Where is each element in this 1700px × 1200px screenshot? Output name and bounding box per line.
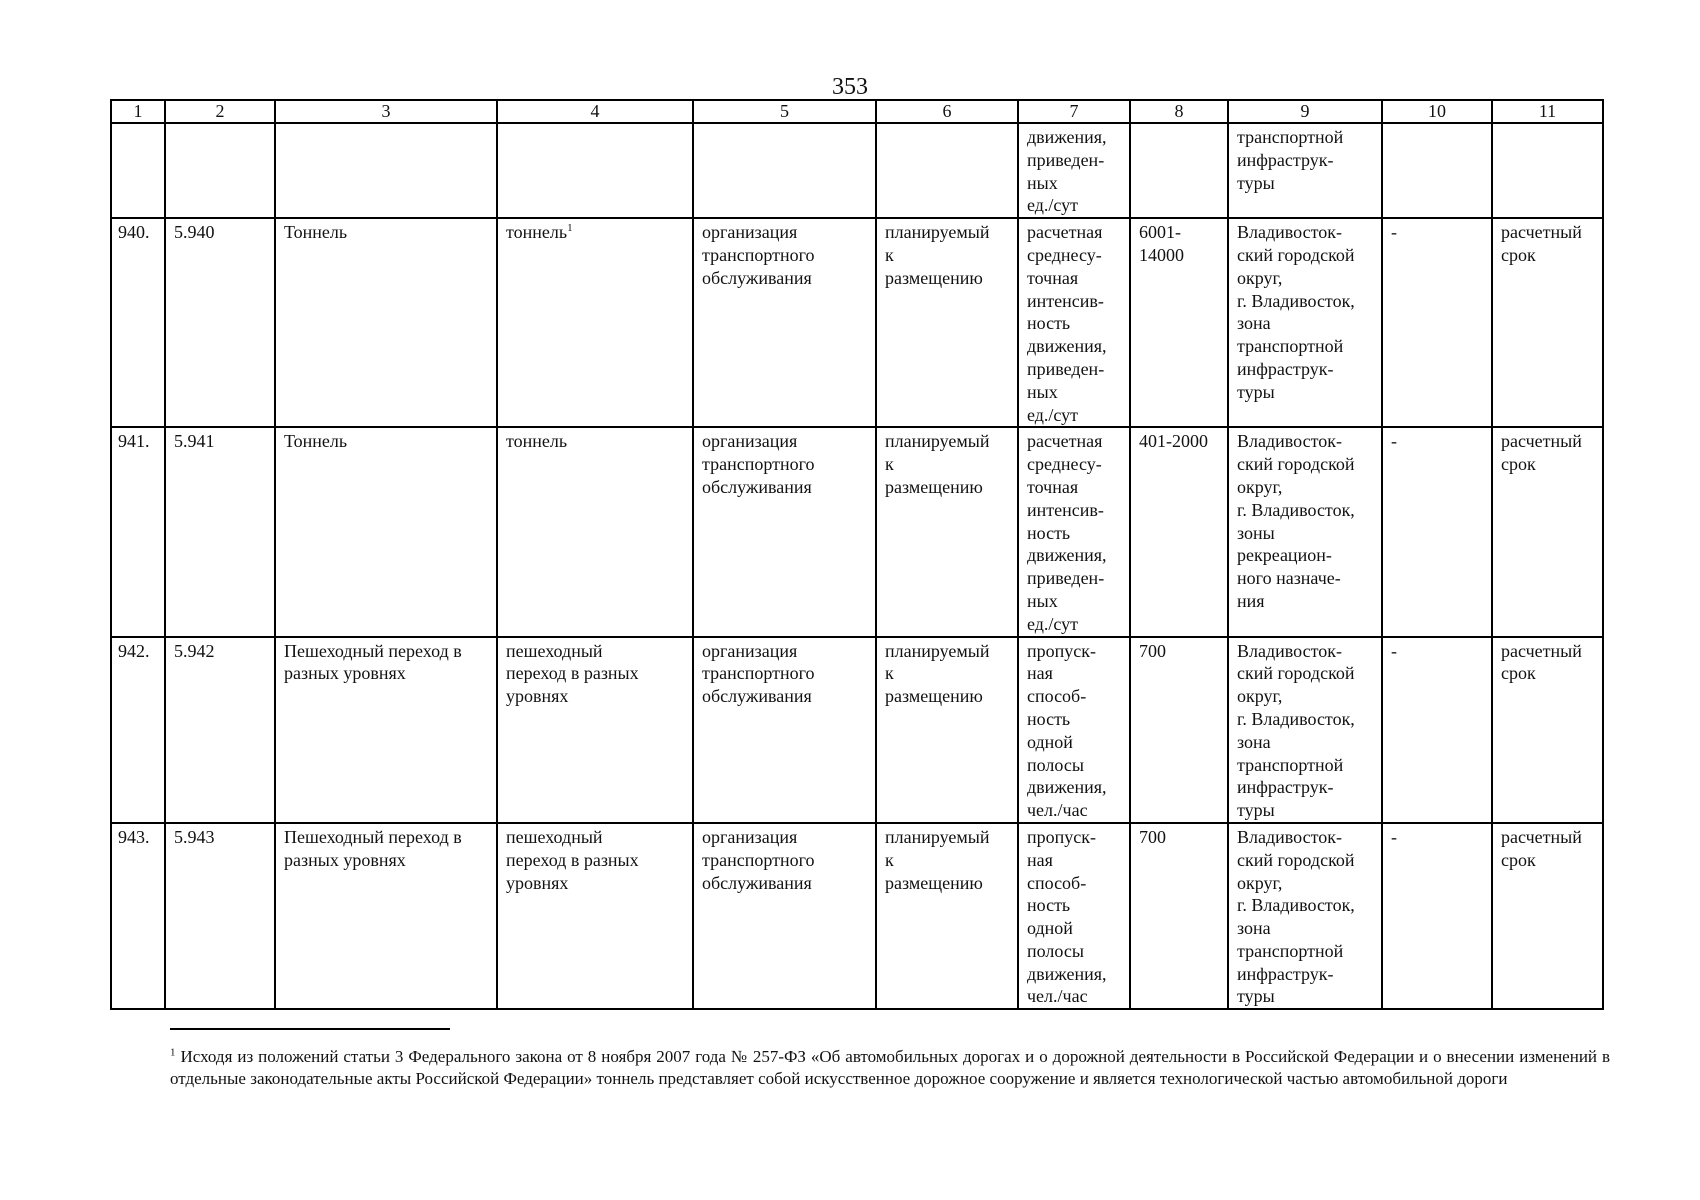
cell-text: ность (1027, 895, 1071, 916)
header-cell: 8 (1130, 100, 1228, 123)
cell-text: движения, (1027, 963, 1107, 984)
cell-text: расчетный (1501, 222, 1582, 243)
header-cell: 10 (1382, 100, 1492, 123)
cell-text: Владивосток- (1237, 222, 1342, 243)
cell-text: Пешеходный переход в (284, 640, 462, 661)
cell-text: движения, (1027, 545, 1107, 566)
table-cell: - (1382, 218, 1492, 427)
cell-text: ных (1027, 172, 1058, 193)
cell-text: способ- (1027, 686, 1087, 707)
cell-text: пешеходный (506, 640, 603, 661)
cell-text: организация (702, 431, 798, 452)
cell-text: точная (1027, 476, 1079, 497)
cell-text: ных (1027, 590, 1058, 611)
facilities-table (110, 99, 1604, 1010)
cell-text: расчетная (1027, 431, 1103, 452)
cell-text: туры (1237, 381, 1275, 402)
cell-text: ная (1027, 849, 1053, 870)
cell-text: среднесу- (1027, 454, 1102, 475)
cell-text: к (885, 244, 894, 265)
table-cell (165, 123, 275, 218)
cell-text: срок (1501, 663, 1536, 684)
cell-text: рекреацион- (1237, 545, 1332, 566)
table-cell (1130, 123, 1228, 218)
cell-text: ед./сут (1027, 613, 1079, 634)
cell-text: к (885, 663, 894, 684)
cell-text: обслуживания (702, 476, 812, 497)
table-cell (693, 427, 876, 636)
cell-text: приведен- (1027, 149, 1105, 170)
cell-text: ность (1027, 708, 1071, 729)
cell-text: 700 (1139, 640, 1166, 661)
cell-text: Владивосток- (1237, 826, 1342, 847)
cell-text: тоннель (506, 431, 568, 452)
cell-text: одной (1027, 731, 1073, 752)
table-cell (1492, 427, 1603, 636)
cell-text: транспортного (702, 849, 815, 870)
cell-text: транспортного (702, 244, 815, 265)
table-cell (876, 123, 1018, 218)
cell-text: пропуск- (1027, 826, 1096, 847)
cell-text: способ- (1027, 872, 1087, 893)
cell-text: переход в разных (506, 849, 639, 870)
table-cell (1018, 823, 1130, 1009)
cell-text: организация (702, 222, 798, 243)
cell-text: ная (1027, 663, 1053, 684)
cell-text: Тоннель (284, 222, 348, 243)
cell-text: размещению (885, 476, 983, 497)
table-cell: 5.943 (165, 823, 275, 1009)
table-cell: 5.942 (165, 637, 275, 823)
cell-text: полосы (1027, 754, 1084, 775)
cell-text: ния (1237, 590, 1265, 611)
cell-text: расчетный (1501, 640, 1582, 661)
cell-text: 14000 (1139, 244, 1184, 265)
cell-text: точная (1027, 267, 1079, 288)
cell-text: уровнях (506, 872, 569, 893)
table-cell (275, 123, 497, 218)
cell-text: г. Владивосток, (1237, 895, 1355, 916)
cell-text: к (885, 454, 894, 475)
cell-text: транспортного (702, 663, 815, 684)
cell-text: округ, (1237, 686, 1283, 707)
table-cell (275, 637, 497, 823)
cell-text: срок (1501, 849, 1536, 870)
cell-text: зона (1237, 731, 1271, 752)
table-cell (1492, 123, 1603, 218)
cell-text: округ, (1237, 267, 1283, 288)
cell-text: полосы (1027, 940, 1084, 961)
table-cell: - (1382, 823, 1492, 1009)
cell-text: инфраструк- (1237, 777, 1334, 798)
cell-text: планируемый (885, 431, 990, 452)
cell-text: обслуживания (702, 686, 812, 707)
cell-text: переход в разных (506, 663, 639, 684)
table-cell (1018, 218, 1130, 427)
cell-text: пешеходный (506, 826, 603, 847)
cell-text: ность (1027, 522, 1071, 543)
cell-text: 6001- (1139, 222, 1181, 243)
cell-text: планируемый (885, 640, 990, 661)
cell-text: транспортной (1237, 336, 1344, 357)
table-cell (1492, 823, 1603, 1009)
cell-text: инфраструк- (1237, 358, 1334, 379)
table-row (111, 823, 1603, 1009)
cell-text: туры (1237, 800, 1275, 821)
table-cell (1130, 637, 1228, 823)
cell-text: к (885, 849, 894, 870)
table-cell (1228, 427, 1382, 636)
table-cell (497, 823, 693, 1009)
cell-text: расчетный (1501, 431, 1582, 452)
cell-text: расчетная (1027, 222, 1103, 243)
cell-text: пропуск- (1027, 640, 1096, 661)
cell-text: ед./сут (1027, 195, 1079, 216)
table-cell (1492, 218, 1603, 427)
cell-text: движения, (1027, 777, 1107, 798)
table-cell (275, 427, 497, 636)
cell-text: интенсив- (1027, 290, 1104, 311)
table-cell: - (1382, 637, 1492, 823)
table-cell (1018, 637, 1130, 823)
table-cell (1228, 218, 1382, 427)
row-number-cell: 941. (111, 427, 165, 636)
cell-text: инфраструк- (1237, 149, 1334, 170)
table-cell: 5.941 (165, 427, 275, 636)
cell-text: зоны (1237, 522, 1275, 543)
cell-text: туры (1237, 172, 1275, 193)
cell-text: разных уровнях (284, 663, 406, 684)
cell-text: планируемый (885, 826, 990, 847)
continuation-row (111, 123, 1603, 218)
cell-text: ский городской (1237, 849, 1355, 870)
table-row (111, 427, 1603, 636)
header-cell: 4 (497, 100, 693, 123)
table-cell (497, 123, 693, 218)
table-cell (1130, 823, 1228, 1009)
cell-text: транспортного (702, 454, 815, 475)
cell-text: туры (1237, 986, 1275, 1007)
cell-text: Владивосток- (1237, 640, 1342, 661)
table-cell (497, 218, 693, 427)
cell-text: округ, (1237, 872, 1283, 893)
table-cell (1018, 123, 1130, 218)
table-cell: - (1382, 427, 1492, 636)
table-cell (876, 218, 1018, 427)
table-cell: 5.940 (165, 218, 275, 427)
cell-text: тоннель$^1$ (506, 222, 573, 243)
table-cell (497, 637, 693, 823)
table-row (111, 218, 1603, 427)
header-row (111, 100, 1603, 123)
cell-text: движения, (1027, 336, 1107, 357)
table-cell (111, 123, 165, 218)
cell-text: ский городской (1237, 454, 1355, 475)
table-cell (1130, 218, 1228, 427)
page-number: 353 (832, 74, 868, 100)
table-cell (1130, 427, 1228, 636)
cell-text: ных (1027, 381, 1058, 402)
cell-text: срок (1501, 454, 1536, 475)
cell-text: ного назначе- (1237, 568, 1341, 589)
header-cell: 6 (876, 100, 1018, 123)
table-cell (1018, 427, 1130, 636)
cell-text: инфраструк- (1237, 963, 1334, 984)
footnote-divider (170, 1028, 450, 1030)
header-cell: 11 (1492, 100, 1603, 123)
cell-text: г. Владивосток, (1237, 290, 1355, 311)
cell-text: обслуживания (702, 872, 812, 893)
cell-text: размещению (885, 872, 983, 893)
table-cell (1228, 637, 1382, 823)
cell-text: 401-2000 (1139, 431, 1208, 452)
footnote-reference: 1 (567, 222, 573, 235)
cell-text: г. Владивосток, (1237, 708, 1355, 729)
table-cell (693, 823, 876, 1009)
cell-text: срок (1501, 244, 1536, 265)
cell-text: приведен- (1027, 568, 1105, 589)
cell-text: чел./час (1027, 800, 1088, 821)
cell-text: чел./час (1027, 986, 1088, 1007)
row-number-cell: 942. (111, 637, 165, 823)
cell-text: организация (702, 640, 798, 661)
cell-text: зона (1237, 918, 1271, 939)
cell-text: размещению (885, 686, 983, 707)
table-cell (275, 218, 497, 427)
cell-text: 700 (1139, 826, 1166, 847)
cell-text: ность (1027, 313, 1071, 334)
cell-text: транспортной (1237, 940, 1344, 961)
cell-text: Владивосток- (1237, 431, 1342, 452)
cell-text: ед./сут (1027, 404, 1079, 425)
cell-text: ский городской (1237, 244, 1355, 265)
header-cell: 7 (1018, 100, 1130, 123)
table-cell (1228, 823, 1382, 1009)
header-cell: 2 (165, 100, 275, 123)
cell-text: транспортной (1237, 127, 1344, 147)
cell-text: планируемый (885, 222, 990, 243)
cell-text: Пешеходный переход в (284, 826, 462, 847)
cell-text: уровнях (506, 686, 569, 707)
table-cell (876, 823, 1018, 1009)
cell-text: одной (1027, 918, 1073, 939)
table-row (111, 637, 1603, 823)
table-cell (876, 637, 1018, 823)
header-cell: 5 (693, 100, 876, 123)
table-cell (693, 218, 876, 427)
table-cell (497, 427, 693, 636)
footnote (170, 1046, 1610, 1090)
footnote-text: Исходя из положений статьи 3 Федерального закона от 8 ноября 2007 года № 257-ФЗ «Об автомобильных дорогах и о дорожной деятельности в Российской Федерации и о внесении изменений в отдельные законодательные акты Российской Федерации» тоннель представляет собой искусственное дорожное сооружение и является технологической частью автомобильной дороги (170, 1047, 1610, 1088)
cell-text: среднесу- (1027, 244, 1102, 265)
cell-text: транспортной (1237, 754, 1344, 775)
cell-text: ский городской (1237, 663, 1355, 684)
cell-text: округ, (1237, 476, 1283, 497)
table-cell (1492, 637, 1603, 823)
header-cell: 3 (275, 100, 497, 123)
row-number-cell: 943. (111, 823, 165, 1009)
cell-text: движения, (1027, 127, 1107, 147)
footnote-mark: 1 (170, 1046, 176, 1059)
cell-text: интенсив- (1027, 499, 1104, 520)
cell-text: приведен- (1027, 358, 1105, 379)
table-cell (1382, 123, 1492, 218)
cell-text: разных уровнях (284, 849, 406, 870)
cell-text: обслуживания (702, 267, 812, 288)
cell-text: Тоннель (284, 431, 348, 452)
cell-text: зона (1237, 313, 1271, 334)
table-cell (693, 637, 876, 823)
table-cell (693, 123, 876, 218)
header-cell: 1 (111, 100, 165, 123)
header-cell: 9 (1228, 100, 1382, 123)
table-cell (275, 823, 497, 1009)
cell-text: расчетный (1501, 826, 1582, 847)
table-cell (1228, 123, 1382, 218)
cell-text: г. Владивосток, (1237, 499, 1355, 520)
cell-text: организация (702, 826, 798, 847)
row-number-cell: 940. (111, 218, 165, 427)
cell-text: размещению (885, 267, 983, 288)
table-cell (876, 427, 1018, 636)
